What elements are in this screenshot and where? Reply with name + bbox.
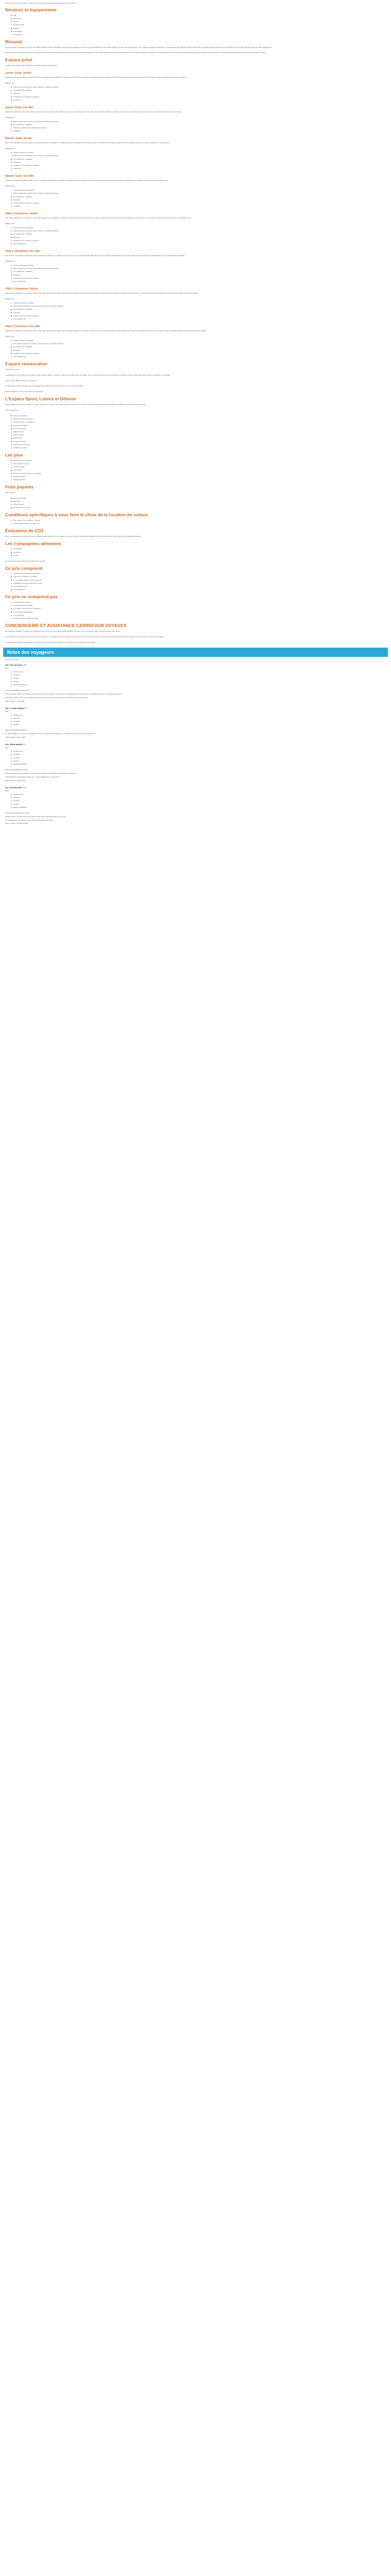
concierge-paragraph: Notre équipe de conseillers est à votre écoute pour organiser vos transferts, vos réservations de restaurants, vos excursions et toutes vos demandes particulières afin que votre séjour se déroule dans les meilleures conditions. xyxy=(5,635,165,638)
list-item: Les assurances voyage xyxy=(13,601,386,604)
concierge-paragraph: En choisissant Carrefour Voyages, vous bénéficiez d'un service de conciergerie dédié disponible 7j/7 pour vous accompagner avant, pendant et après votre séjour. xyxy=(5,630,121,632)
list-item: Les dépenses personnelles xyxy=(13,604,386,607)
unit-description: Avec 115 m² disposant de 2 chambres, cette villa est idéale pour 4 adultes et 2 enfants (-12 ans), grande terrasse ouverte sur le parc. La villa se compose d'une chambre principale avec lit king size, d'une deuxième chambre avec lits jumeaux et d'une salle de bain. xyxy=(5,217,192,219)
list-item: Salle de bain avec douche, sèche-cheveux et toilettes séparées xyxy=(13,121,386,123)
list-item: Corsair xyxy=(13,554,386,557)
review-head xyxy=(5,743,386,746)
list-item: Air conditionné, ventilateur xyxy=(13,124,386,126)
unit-title: Villa 2 Chambres Vue Mer xyxy=(5,250,41,253)
review-card xyxy=(5,707,386,739)
services-list xyxy=(5,14,386,36)
intro-text: Description à la pour composé : Ce prix ne comprend pas Conciergerie Loge Carrefour des Il Soleil. xyxy=(5,2,76,4)
list-item: Climatisation xyxy=(13,30,386,33)
list-item: Les repas et boissons non mentionnés xyxy=(13,607,386,610)
fees-label: Sont à prévoir : xyxy=(5,491,16,494)
list-item: Air conditionné, ventilateur xyxy=(13,89,386,92)
dining-closing: Ouvert à déjeuner et dîner, réservation recommandée. xyxy=(5,391,44,393)
reviews-header-bar: Notes des voyageurs xyxy=(3,648,388,657)
unit-title: Villa 3 Chambres Jardin xyxy=(5,287,38,291)
list-item: L'accueil et l'assistance à l'arrivée xyxy=(13,575,386,578)
list-item: Trois salles de bains avec douche, sèche-cheveux et toilettes séparées xyxy=(13,305,386,308)
review-rating-label: Note : xyxy=(5,747,10,749)
list-item: Emplacement xyxy=(13,714,386,717)
review-score: 4,5/5 xyxy=(22,786,26,789)
page xyxy=(0,0,391,834)
list-item: Excursion en bateau xyxy=(13,425,386,427)
list-item: Découverte de la faune xyxy=(13,444,386,446)
review-text: Le petit-déjeuner est copieux et varié. Nous reviendrons avec plaisir. xyxy=(5,819,54,821)
unit-description: Idéale pour les familles ou les groupes d'amis, cette Villa 3 Chambres de 155 m² peut accueillir 6 adultes et 2 enfants (-12 ans). Elle est composée d'une chambre principale avec lit king size, de deux chambres avec lits jumeaux et d'une grande terrasse ouverte sur le jardin. xyxy=(5,292,199,295)
review-text: Petit bémol sur le restaurant, un peu cher, mais la qualité est au rendez-vous. xyxy=(5,775,60,778)
unit-title: Master Suite Vue Mer xyxy=(5,175,35,178)
list-item: Air conditionné, ventilateur xyxy=(13,196,386,198)
rental-list xyxy=(5,519,386,525)
list-item: Chambre xyxy=(13,753,386,756)
review-rating-list xyxy=(5,714,386,726)
unit-equipment-list xyxy=(5,264,386,283)
list-item: Les transferts aéroport / hôtel / aéroport xyxy=(13,579,386,582)
list-item: Chambre xyxy=(13,717,386,720)
list-item: Les excursions facultatives xyxy=(13,611,386,614)
review-rating-list xyxy=(5,793,386,809)
spa-title: L'Espace Sport, Loisirs et Détente xyxy=(5,396,76,402)
dining-desc: Le Restaurant Le Sud propose une cuisine créole moderne raffinée, mettant en valeur les produits frais et de qualité. Servi en terrasse avec une vue imprenable sur la baie, il offre un cadre idéal pour un dîner romantique ou en famille. xyxy=(5,374,170,376)
list-item: Trois canapés lits xyxy=(13,318,386,320)
list-item: Salle de bain avec douche, sèche-cheveux et toilettes séparées xyxy=(13,86,386,89)
list-item: Télévision, coffre-fort, lits et planche à repasser xyxy=(13,127,386,129)
review-date: Date du séjour : février 2024 xyxy=(5,736,26,739)
units-container xyxy=(5,72,386,358)
list-item: Wifi xyxy=(13,14,386,17)
list-item: Air conditionné, ventilateur xyxy=(13,308,386,311)
unit-description: Spacieuse et élégante, la Master Suite de 75 m² accueille confortablement 2 adultes et 2 enfants (-12 ans). Elle offre une vue panoramique sur la mer depuis sa terrasse privative. Elle est équipée d'un lit king size avec salle de bain. xyxy=(5,179,169,182)
units-title: Espace privé xyxy=(5,57,32,63)
list-item: Les pourboires xyxy=(13,614,386,617)
review-head xyxy=(5,664,386,667)
list-item: Service xyxy=(13,803,386,806)
summary-title: Résumé xyxy=(5,39,23,44)
list-item: Salle de bain avec douche, sèche-cheveux et toilettes séparées xyxy=(13,192,386,195)
emissions-desc: Pour une réservation plus précise et pour connaître l'impact carbone de votre séjour, nous vous invitons à consulter la calculatrice d'empreinte carbone mise en ligne par Conciergerie Carrefour. xyxy=(5,535,141,537)
list-item: Cuisine entièrement équipée xyxy=(13,302,386,304)
airlines-title: Les compagnies aériennes xyxy=(5,540,61,546)
review-rating-label: Note : xyxy=(5,789,10,792)
unit-title: Junior Suite Jardin xyxy=(5,71,31,75)
unit-description: Idéale pour les familles ou les groupes d'amis, cette Villa 3 Chambres de 155 m² peut accueillir 6 adultes et 2 enfants (-12 ans) avec sa vue mer panoramique. Elle dispose d'une chambre principale avec lit king size, de deux chambres supplémentaires et d'une grande terrasse privative. xyxy=(5,330,207,332)
review-card xyxy=(5,743,386,782)
unit-equipment-label: Équipements : xyxy=(5,335,15,337)
list-item: Les taxes aéroport xyxy=(13,585,386,588)
list-item: Âge minimum du conducteur : 21 ans xyxy=(13,519,386,522)
list-item: Cours de yoga et méditation xyxy=(13,421,386,423)
list-item: Télévision xyxy=(13,199,386,201)
list-item: Service xyxy=(13,760,386,762)
list-item: Emplacement xyxy=(13,793,386,796)
list-item: Coffre-fort, lits et planche à repasser xyxy=(13,240,386,242)
list-item: Coffre-fort, lits et planche à repasser xyxy=(13,164,386,167)
list-item: Air conditionné, ventilateur xyxy=(13,233,386,235)
list-item: Rapport qualité/prix xyxy=(13,684,386,686)
summary-paragraph: Perché au cœur du superbe parc privé de la Baie d'Aranda, l'hôtel La Plantation jouit de la vue magnifique sur la mer et de l'authenticité. À son intimité relative à l'ombre des grands arbres, et les meilleures plages de Carrefour. L'aménagement des chambres et des suites offrent un espace simple, lumineux et un vrai confort pour de vraies vacances dans un cadre exceptionnel. xyxy=(5,46,272,48)
list-item: Cuisine entièrement équipée xyxy=(13,340,386,342)
list-item: Salle de bain avec douche, sèche-cheveux et toilettes séparées xyxy=(13,230,386,232)
review-date: Date du séjour : décembre 2023 xyxy=(5,822,28,825)
review-byline: Posté le 18/12/2023 par Thomas B. xyxy=(5,811,30,814)
list-item: Propreté xyxy=(13,720,386,723)
list-item: Deux canapés lits xyxy=(13,243,386,245)
summary-paragraph: Perché au cœur du superbe parc privé de la Baie d'Aranda, l'hôtel La Plantation jouit de la vue sur la mer et de l'authenticité. À son intimité relative à l'ombre des grands arbres, et les meilleures plages de Carrefour. L'aménagement des chambres et des suites se distingue par un espace simple, lumineux et un cadre exceptionnel pour des vacances réussies en famille. xyxy=(5,52,266,54)
review-title: Avis : Très bon séjour xyxy=(5,664,23,666)
list-item: Chambre xyxy=(13,796,386,799)
dining-name: "Restaurant Le Sud" xyxy=(5,368,20,370)
concierge-paragraph: Les offres sont soumises à disponibilité au moment de la réservation. Prix à partir de, par personne, sur la base de 2 personnes. xyxy=(5,641,96,643)
unit-description: Avec 115 m², cette villa de 2 chambres permet d'accueillir 4 adultes et 2 enfants (-12 ans) avec sa vue mer panoramique. Elle dispose d'une chambre principale avec lit king size, d'une seconde chambre avec lits jumeaux et d'une grande terrasse privative. xyxy=(5,255,185,257)
fees-title: Frais payants xyxy=(5,484,34,490)
list-item: Club enfants (4-12 ans) xyxy=(13,463,386,465)
list-item: Les vols aller-retour Paris / destination xyxy=(13,572,386,575)
list-item: Le petit-déjeuner xyxy=(13,588,386,591)
list-item: Karaoké en soirée xyxy=(13,447,386,449)
review-byline: Posté le 12/02/2024 par Marc L. xyxy=(5,729,28,732)
units-intro: L'hôtel comprend 36 suites au total dont 12 Master Suites et 12 chambres. xyxy=(5,64,58,67)
unit-title: Villa 3 Chambres Vue Mer xyxy=(5,325,41,329)
list-item: Accès aux piscines xyxy=(13,415,386,417)
list-item: Télévision xyxy=(13,161,386,164)
unit-equipment-label: Équipements : xyxy=(5,116,15,118)
review-rating-label: Note : xyxy=(5,710,10,713)
review-text: Excellent hôtel, très bien situé et très calme. Nous avons apprécié la piscine et le spa. xyxy=(5,815,66,818)
fees-list xyxy=(5,497,386,510)
unit-equipment-list xyxy=(5,151,386,170)
list-item: Air conditionné, ventilateur xyxy=(13,270,386,273)
list-item: Parcelle de reconnaissance xyxy=(13,418,386,420)
list-item: Canapé lit xyxy=(13,167,386,170)
list-item: Cuisine entièrement équipée xyxy=(13,189,386,192)
includes-list xyxy=(5,572,386,591)
unit-equipment-list xyxy=(5,121,386,133)
review-title: Avis : Excellent hôtel xyxy=(5,786,22,789)
unit-title: Villa 2 Chambres Jardin xyxy=(5,212,38,216)
dining-title: Espace restauration xyxy=(5,361,47,367)
excludes-list xyxy=(5,601,386,620)
list-item: Cuisine entièrement équipée xyxy=(13,227,386,229)
includes-title: Ce prix comprend xyxy=(5,565,43,571)
list-item: Service de spa xyxy=(13,24,386,26)
list-item: Bateaux xyxy=(13,27,386,30)
review-byline: Posté le 05/01/2024 par Claire M. xyxy=(5,768,29,771)
list-item: Salle de bain avec douche, sèche-cheveux et toilettes séparées xyxy=(13,155,386,157)
dining-desc-2: Le restaurant propose aussi des formules adaptées aux enfants ainsi qu'une sélection de vins du monde entier. xyxy=(5,385,84,387)
list-item: Emplacement xyxy=(13,671,386,673)
list-item: Air Caraïbes xyxy=(13,548,386,550)
list-item: Permis valable depuis au moins 1 an xyxy=(13,522,386,525)
list-item: Électricité xyxy=(13,500,386,503)
review-score: 4/5 xyxy=(23,743,25,746)
list-item: Restaurant xyxy=(13,18,386,20)
unit-equipment-list xyxy=(5,189,386,208)
extras-list xyxy=(5,460,386,481)
unit-equipment-label: Équipements : xyxy=(5,81,15,84)
reviews-container xyxy=(5,664,386,825)
extras-title: Les plus xyxy=(5,452,23,458)
review-title: Avis : Un cadre idyllique xyxy=(5,707,25,709)
review-card xyxy=(5,787,386,825)
airlines-note: Les vols peuvent être opérés avec escale selon la saison. xyxy=(5,560,46,562)
list-item: Air conditionné, ventilateur xyxy=(13,346,386,348)
list-item: Trois canapés lits xyxy=(13,355,386,358)
list-item: Service xyxy=(13,681,386,683)
list-item: Pêche au gros xyxy=(13,434,386,436)
unit-description: Idéalement située au cœur du parc (45 m²), cette Junior Suite vue Mer est parfaite pour une vue panoramique sur la mer. Elle peut accueillir 3 adultes et 1 enfant (-12 ans), elle est équipée d'un lit king size avec sa terrasse privative donnant sur la mer. xyxy=(5,110,182,113)
list-item: Conciergerie xyxy=(13,33,386,36)
list-item: Coffre-fort, lits et planche à repasser xyxy=(13,202,386,205)
airlines-list xyxy=(5,548,386,556)
unit-description: Avec 70 m² disposant d'un salon séparé, cette suite idéale pour 2 adultes et 2 enfants (-12 ans). Elle dispose d'une chambre avec un lit king size, d'un salon spacieux, et d'une terrasse ouverte sur le jardin tropical avec vue sur le parc. xyxy=(5,142,170,144)
list-item: Télévision xyxy=(13,274,386,277)
list-item: Deux canapés lits xyxy=(13,280,386,283)
review-rating-list xyxy=(5,671,386,686)
list-item: Canapé lit xyxy=(13,99,386,101)
list-item: Télévision xyxy=(13,349,386,352)
unit-equipment-label: Équipements : xyxy=(5,298,15,300)
list-item: Coffre-fort, lits et planche à repasser xyxy=(13,277,386,280)
list-item: Baby-sitting sur demande xyxy=(13,460,386,462)
list-item: Trois salles de bains avec douche, sèche-cheveux et toilettes séparées xyxy=(13,343,386,345)
unit-equipment-label: Équipements : xyxy=(5,223,15,225)
unit-equipment-list xyxy=(5,86,386,101)
list-item: Navette aéroport xyxy=(13,476,386,478)
review-score: 5/5 xyxy=(24,707,27,709)
list-item: Télévision xyxy=(13,92,386,95)
list-item: Canapé lit xyxy=(13,205,386,208)
emissions-title: Émissions de CO2 xyxy=(5,528,44,534)
list-item: Dépôt de garantie xyxy=(13,497,386,500)
list-item: Propreté xyxy=(13,800,386,802)
list-item: Canapé lit xyxy=(13,130,386,132)
unit-equipment-label: Équipements : xyxy=(5,260,15,263)
reviews-intro: Avis de nos clients xyxy=(5,658,19,660)
list-item: Rapport qualité/prix xyxy=(13,806,386,809)
list-item: Salle de bain avec douche, sèche-cheveux et toilettes séparées xyxy=(13,267,386,270)
review-head xyxy=(5,787,386,789)
concierge-title: CONCIERGERIE ET ASSISTANCE CARREFOUR VOYAGES xyxy=(5,623,127,629)
review-byline: Posté le 24/03/2024 par Sophie D. xyxy=(5,689,30,691)
unit-equipment-list xyxy=(5,340,386,358)
list-item: Rapport qualité/prix xyxy=(13,763,386,766)
list-item: Service de blanchisserie et de pressing xyxy=(13,472,386,475)
review-score: 4,5/5 xyxy=(23,664,27,666)
review-text: Très bon séjour, l'hôtel est magnifique et le personnel très accueillant. Les chambres sont spacieuses et bien équipées. Le restaurant propose une cuisine délicieuse. xyxy=(5,692,122,695)
services-title: Services et équipements xyxy=(5,7,57,12)
unit-equipment-label: Équipements : xyxy=(5,185,15,188)
rental-title: Conditions spécifiques à vous faire le choix de la location de voiture xyxy=(5,512,148,518)
list-item: Ménage de fin de séjour xyxy=(13,506,386,509)
list-item: Aire de jeux xyxy=(13,469,386,471)
list-item: Cuisine entièrement équipée xyxy=(13,151,386,154)
review-rating-label: Note : xyxy=(5,667,10,669)
review-date: Date du séjour : mars 2024 xyxy=(5,700,25,702)
list-item: Coffre-fort, lits et planche à repasser xyxy=(13,352,386,355)
review-head xyxy=(5,707,386,710)
dining-hours: "Carte" "Midi" "Buffets" "Brunch" et "Snacks" xyxy=(5,379,37,382)
list-item: Transferts privés xyxy=(13,479,386,481)
list-item: Planche à voile xyxy=(13,431,386,433)
list-item: Randonnée xyxy=(13,437,386,439)
review-date: Date du séjour : janvier 2024 xyxy=(5,779,26,782)
list-item: Cuisine entièrement équipée xyxy=(13,264,386,267)
unit-title: Master Suite Jardin xyxy=(5,137,32,141)
list-item: Propreté xyxy=(13,757,386,759)
spa-list-label: Vous participerez : xyxy=(5,409,19,411)
list-item: Air France xyxy=(13,551,386,554)
list-item: Jeux de société xyxy=(13,466,386,468)
list-item: Chambre xyxy=(13,674,386,676)
list-item: L'hébergement dans la catégorie choisie xyxy=(13,582,386,585)
list-item: Télévision xyxy=(13,236,386,239)
list-item: Air conditionné, ventilateur xyxy=(13,158,386,161)
excludes-title: Ce prix ne comprend pas xyxy=(5,594,58,600)
review-text: Nous avons passé une semaine parfaite en famille, les enfants ont adoré le club. Je recommande vivement cet hôtel. xyxy=(5,696,88,699)
review-text: Séjour agréable dans l'ensemble. Le personnel est souriant et disponible, les chambres sont propres. xyxy=(5,772,77,774)
unit-equipment-list xyxy=(5,227,386,245)
review-card xyxy=(5,664,386,703)
review-rating-list xyxy=(5,750,386,766)
list-item: Coffre-fort, lits et planche à repasser xyxy=(13,96,386,98)
list-item: Emplacement xyxy=(13,750,386,753)
list-item: Location de vélos xyxy=(13,440,386,443)
unit-title: Junior Suite Vue Mer xyxy=(5,106,34,109)
list-item: Service xyxy=(13,723,386,726)
unit-equipment-list xyxy=(5,302,386,320)
review-text: Un cadre idyllique avec une vue magnifique sur la mer. La villa était parfaite pour notre famille. Le personnel est aux petits soins. xyxy=(5,733,96,735)
list-item: Cours de plongée xyxy=(13,428,386,430)
spa-list xyxy=(5,415,386,449)
list-item: Coffre-fort, lits et planche à repasser xyxy=(13,315,386,317)
unit-description: Spacieuse et lumineuse (45 m²), cette Junior Suite est parfaite pour 3 adultes et 1 enfant (-12 ans) avec son coin salon et sa grande terrasse ouverte sur le jardin tropical. Elle dispose d'un lit king size, d'une salle de bain avec baignoire et douche à l'italienne. xyxy=(5,76,187,78)
list-item: Télévision xyxy=(13,312,386,314)
review-title: Avis : Séjour agréable xyxy=(5,743,23,746)
list-item: Propreté xyxy=(13,677,386,680)
unit-equipment-label: Équipements : xyxy=(5,147,15,150)
list-item: Taxe de séjour xyxy=(13,503,386,506)
spa-desc: L'hôtel dispose d'une piscine extérieure ouverte, entourée de transats, d'un espace détente, d'un centre de remise en forme et d'un spa proposant une gamme complète de soins du corps et du visage. xyxy=(5,403,146,405)
list-item: La taxe de séjour à régler sur place xyxy=(13,617,386,620)
list-item: Piscine xyxy=(13,21,386,23)
